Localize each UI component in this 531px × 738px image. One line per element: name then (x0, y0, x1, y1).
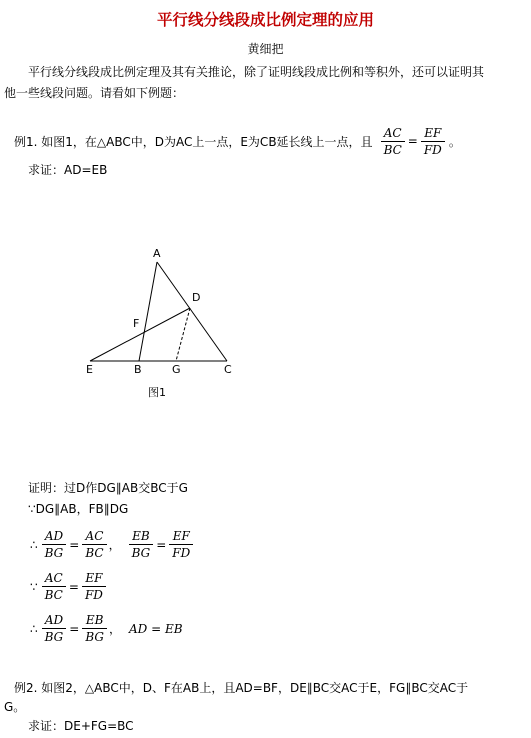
proof-equation-3 (30, 612, 183, 645)
example1-fraction-ac-bc (381, 125, 405, 158)
fraction-numerator: EF (424, 125, 442, 140)
equals-sign: = (407, 134, 418, 148)
intro-line-1: 平行线分线段成比例定理及其有关推论，除了证明线段成比例和等积外，还可以证明其 (28, 65, 485, 79)
proof-line-1: 证明：过D作DG∥AB交BC于G (28, 481, 188, 495)
author-name: 黄细把 (247, 42, 284, 56)
fraction-denominator: BC (42, 586, 66, 603)
fraction-denominator: BG (129, 544, 154, 561)
figure-1 (70, 240, 260, 405)
comma: ， (108, 622, 121, 636)
fraction-denominator: BG (42, 628, 67, 645)
fraction (82, 612, 107, 645)
fraction-denominator: BC (381, 141, 405, 158)
fraction (169, 528, 193, 561)
equals-sign: = (68, 579, 79, 594)
fraction-numerator: EF (85, 571, 103, 585)
fraction-numerator: EF (172, 529, 190, 543)
therefore-symbol: ∴ (30, 537, 38, 552)
fraction-numerator: EB (85, 613, 104, 627)
fraction-numerator: AD (44, 529, 64, 543)
equals-sign: = (69, 621, 80, 636)
fraction (42, 528, 67, 561)
fraction-numerator: EB (132, 529, 150, 543)
label-e: E (86, 363, 93, 376)
fraction (42, 612, 67, 645)
example2-line-1: 例2. 如图2，△ABC中，D、F在AB上，且AD=BF，DE∥BC交AC于E，FG∥BC交AC于 (14, 681, 469, 695)
fraction-numerator: AC (85, 529, 104, 543)
label-g: G (172, 363, 181, 376)
label-b: B (134, 363, 142, 376)
proof-equation-2 (30, 570, 106, 603)
proof-equation-1 (30, 528, 193, 561)
equals-sign: = (156, 537, 167, 552)
fraction-denominator: BG (82, 628, 107, 645)
segment-ab (139, 262, 157, 361)
fraction (82, 570, 106, 603)
fraction-denominator: BC (82, 544, 106, 561)
fraction (129, 528, 154, 561)
fraction-denominator: FD (82, 586, 106, 603)
example1-text: 例1. 如图1，在△ABC中，D为AC上一点，E为CB延长线上一点，且 (14, 134, 373, 149)
example1-fraction-ef-fd (421, 125, 445, 158)
segment-dg-dashed (176, 308, 190, 361)
label-a: A (153, 247, 161, 260)
therefore-symbol: ∴ (30, 621, 38, 636)
fraction-numerator: AC (44, 571, 63, 585)
equals-sign: = (69, 537, 80, 552)
fraction (42, 570, 66, 603)
example2-line-2: G。 (4, 700, 26, 714)
label-f: F (133, 317, 140, 330)
because-symbol: ∵ (30, 579, 38, 594)
conclusion: AD = EB (129, 621, 183, 636)
proof-line-2: ∵DG∥AB，FB∥DG (28, 502, 129, 516)
intro-line-2: 他一些线段问题。请看如下例题： (4, 86, 185, 100)
example1-statement (14, 121, 461, 161)
label-c: C (224, 363, 232, 376)
fraction-denominator: FD (421, 141, 445, 158)
fraction (82, 528, 106, 561)
example2-prove: 求证：DE+FG=BC (28, 719, 134, 733)
fraction-denominator: FD (169, 544, 193, 561)
fraction-denominator: BG (42, 544, 67, 561)
period: 。 (448, 134, 461, 149)
fraction-numerator: AC (383, 125, 402, 140)
label-d: D (192, 291, 201, 304)
fraction-numerator: AD (44, 613, 64, 627)
figure-caption: 图1 (148, 386, 166, 399)
example1-prove: 求证：AD=EB (28, 163, 108, 177)
page-title: 平行线分线段成比例定理的应用 (156, 11, 374, 29)
segment-ac (157, 262, 227, 361)
comma: ， (108, 538, 121, 552)
